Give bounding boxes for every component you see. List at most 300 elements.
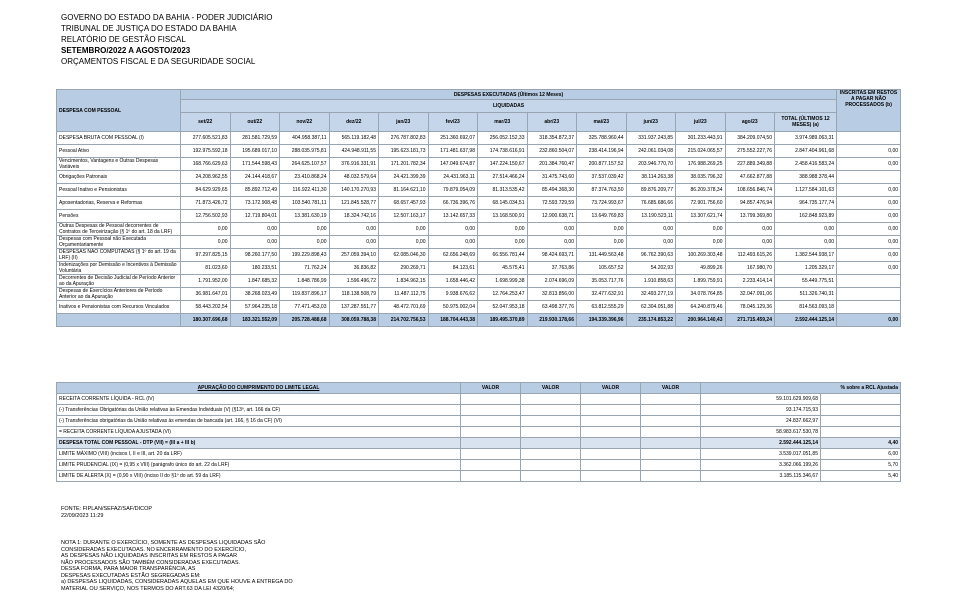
month-value: 68.657.457,93 [379,197,429,210]
month-value: 0,00 [428,223,478,236]
month-value: 63.498.377,76 [527,301,577,314]
month-value: 147.049.674,87 [428,158,478,171]
month-value: 147.224.150,67 [478,158,528,171]
limite-legal-table [56,382,901,482]
month-value: 24.144.418,67 [230,171,280,184]
month-value: 201.384.760,47 [527,158,577,171]
month-value: 48.032.579,64 [329,171,379,184]
row-terceirizacao [57,223,901,236]
month-value: 12.507.163,17 [379,210,429,223]
total-month-value: 180.307.696,68 [181,314,231,327]
limite-label: (-) Transferências obrigatórias da União relativas às emendas de bancada (art. 166, § 16 da CF) (VI) [57,416,461,427]
total-month-value: 189.495.370,89 [478,314,528,327]
limite-pct [821,416,901,427]
valor-cell [461,394,521,405]
month-value: 242.061.034,08 [626,145,676,158]
month-value: 0,00 [230,223,280,236]
row-inscritas: 0,00 [837,262,901,275]
month-value: 0,00 [626,236,676,249]
month-header: fev/23 [428,113,478,132]
limite-pct: 6,00 [821,449,901,460]
limite-row [57,416,901,427]
month-value: 24.208.962,55 [181,171,231,184]
row-total: 511.326.740,31 [775,288,837,301]
limite-value: 2.592.444.125,14 [701,438,821,449]
row-total: 0,00 [775,223,837,236]
month-value: 23.410.868,24 [280,171,330,184]
month-value: 58.443.202,54 [181,301,231,314]
valor-cell [641,460,701,471]
row-nao-computadas [57,249,901,262]
month-value: 13.168.500,91 [478,210,528,223]
valor-cell [641,449,701,460]
month-value: 140.170.270,93 [329,184,379,197]
month-value: 105.657,52 [577,262,627,275]
month-header: abr/23 [527,113,577,132]
month-value: 68.145.034,51 [478,197,528,210]
month-value: 98.260.177,50 [230,249,280,262]
month-value: 31.475.743,60 [527,171,577,184]
row-label: Inativos e Pensionistas com Recursos Vinculados [57,301,181,314]
month-value: 38.114.263,38 [626,171,676,184]
valor-cell [641,416,701,427]
valor-cell [641,438,701,449]
month-value: 199.229.898,43 [280,249,330,262]
month-value: 71.762,24 [280,262,330,275]
month-value: 48.472.701,69 [379,301,429,314]
row-total: 388.988.378,44 [775,171,837,184]
month-value: 81.164.621,10 [379,184,429,197]
valor-header-3: VALOR [581,383,641,394]
row-decisao-judicial [57,275,901,288]
month-value: 171.201.782,34 [379,158,429,171]
row-inscritas [837,132,901,145]
row-total: 0,00 [775,236,837,249]
month-value: 49.899,26 [676,262,726,275]
month-value: 12.719.804,01 [230,210,280,223]
report-header [61,12,272,67]
limite-value: 24.837.662,97 [701,416,821,427]
note-line: DESPESAS EXECUTADAS ESTÃO SEGREGADAS EM: [61,572,201,579]
month-value: 0,00 [527,236,577,249]
month-value: 72.593.729,59 [527,197,577,210]
row-inscritas: 0,00 [837,249,901,262]
row-inativo [57,184,901,197]
month-value: 1.834.962,15 [379,275,429,288]
month-value: 87.374.763,50 [577,184,627,197]
limite-row [57,394,901,405]
month-header: mai/23 [577,113,627,132]
month-value: 116.922.411,30 [280,184,330,197]
month-value: 0,00 [676,223,726,236]
month-value: 13.799.369,80 [725,210,775,223]
limite-label: LIMITE PRUDENCIAL (IX) = (0,95 x VIII) (parágrafo único do art. 22 da LRF) [57,460,461,471]
month-value: 1.791.952,00 [181,275,231,288]
month-header: jul/23 [676,113,726,132]
month-header: ago/23 [725,113,775,132]
row-label: DESPESA BRUTA COM PESSOAL (I) [57,132,181,145]
valor-cell [461,427,521,438]
row-inscritas [837,288,901,301]
row-inscritas: 0,00 [837,145,901,158]
row-totals [57,314,901,327]
limite-row [57,405,901,416]
row-total: 55.449.775,51 [775,275,837,288]
valor-cell [521,416,581,427]
limite-row [57,438,901,449]
row-inscritas [837,275,901,288]
valor-cell [581,460,641,471]
month-value: 12.764.253,47 [478,288,528,301]
month-value: 0,00 [428,236,478,249]
header-line-2: TRIBUNAL DE JUSTIÇA DO ESTADO DA BAHIA [61,24,237,33]
month-value: 1.658.446,42 [428,275,478,288]
month-value: 0,00 [329,223,379,236]
month-value: 0,00 [230,236,280,249]
month-value: 251.360.692,07 [428,132,478,145]
month-value: 66.556.781,44 [478,249,528,262]
valor-header-2: VALOR [521,383,581,394]
month-value: 137.287.551,77 [329,301,379,314]
limite-label: = RECEITA CORRENTE LÍQUIDA AJUSTADA (VI) [57,427,461,438]
valor-cell [641,471,701,482]
month-value: 36.836,82 [329,262,379,275]
month-header: jun/23 [626,113,676,132]
limite-value: 59.101.629.909,68 [701,394,821,405]
month-value: 57.964.235,18 [230,301,280,314]
row-indenizacoes [57,262,901,275]
month-value: 318.354.872,37 [527,132,577,145]
month-value: 81.313.535,42 [478,184,528,197]
month-value: 13.307.621,74 [676,210,726,223]
month-value: 276.787.802,83 [379,132,429,145]
month-value: 2.233.414,14 [725,275,775,288]
month-value: 168.766.629,63 [181,158,231,171]
month-value: 76.685.686,66 [626,197,676,210]
row-pensoes [57,210,901,223]
month-value: 0,00 [626,223,676,236]
month-value: 34.078.764,85 [676,288,726,301]
row-total: 2.847.404.961,68 [775,145,837,158]
month-value: 13.381.630,19 [280,210,330,223]
month-value: 275.552.227,76 [725,145,775,158]
month-value: 84.629.929,65 [181,184,231,197]
row-total: 964.735.177,74 [775,197,837,210]
month-value: 78.045.129,36 [725,301,775,314]
month-value: 96.762.390,63 [626,249,676,262]
month-value: 9.938.676,62 [428,288,478,301]
valor-cell [521,460,581,471]
month-value: 13.649.769,83 [577,210,627,223]
month-value: 18.324.742,16 [329,210,379,223]
month-value: 89.876.209,77 [626,184,676,197]
month-value: 1.910.858,63 [626,275,676,288]
row-label: Pensões [57,210,181,223]
month-value: 0,00 [725,236,775,249]
month-value: 2.074.696,09 [527,275,577,288]
month-value: 180.233,51 [230,262,280,275]
month-value: 45.575,41 [478,262,528,275]
total-month-value: 219.930.178,66 [527,314,577,327]
row-inscritas: 0,00 [837,210,901,223]
valor-cell [581,394,641,405]
limite-pct: 5,40 [821,471,901,482]
row-total: 2.458.416.583,24 [775,158,837,171]
row-label: Pessoal Inativo e Pensionistas [57,184,181,197]
valor-cell [581,405,641,416]
month-value: 38.035.796,32 [676,171,726,184]
row-label: Indenizações por Demissão e Incentivos à Demissão Voluntária [57,262,181,275]
total-month-value: 188.704.443,38 [428,314,478,327]
note-line: MATERIAL OU SERVIÇO, NOS TERMOS DO ART.63 DA LEI 4320/64; [61,585,235,592]
row-bruta [57,132,901,145]
valor-header-1: VALOR [461,383,521,394]
valor-cell [461,405,521,416]
month-value: 404.958.387,11 [280,132,330,145]
col-header-despesa-pessoal: DESPESA COM PESSOAL [57,90,181,132]
footer-notes [61,540,293,592]
limite-value: 58.983.617.530,78 [701,427,821,438]
limite-value: 3.539.017.051,85 [701,449,821,460]
valor-header-4: VALOR [641,383,701,394]
month-value: 98.424.693,71 [527,249,577,262]
limite-label: DESPESA TOTAL COM PESSOAL - DTP (VII) = (III a + III b) [57,438,461,449]
month-value: 281.581.729,59 [230,132,280,145]
month-value: 47.662.877,88 [725,171,775,184]
row-aposentadorias [57,197,901,210]
month-value: 195.623.181,73 [379,145,429,158]
month-value: 301.233.443,91 [676,132,726,145]
valor-cell [521,394,581,405]
row-inativos-vinculados [57,301,901,314]
row-vencimentos [57,158,901,171]
month-value: 121.845.528,77 [329,197,379,210]
row-inscritas: 0,00 [837,184,901,197]
month-value: 290.269,71 [379,262,429,275]
month-value: 376.916.331,91 [329,158,379,171]
header-line-3: RELATÓRIO DE GESTÃO FISCAL [61,35,186,44]
month-value: 81.023,60 [181,262,231,275]
month-value: 73.172.908,48 [230,197,280,210]
month-value: 238.414.196,94 [577,145,627,158]
month-value: 50.975.002,04 [428,301,478,314]
limite-pct: 5,70 [821,460,901,471]
valor-cell [461,438,521,449]
col-header-total: TOTAL (ÚLTIMOS 12 MESES) (a) [775,113,837,132]
month-value: 0,00 [577,223,627,236]
month-value: 119.837.896,17 [280,288,330,301]
grand-total: 2.592.444.125,14 [775,314,837,327]
limite-pct: 4,40 [821,438,901,449]
row-label: Despesas de Exercícios Anteriores de Período Anterior ao da Apuração [57,288,181,301]
sub-header-liquidadas: LIQUIDADAS [181,100,837,113]
valor-cell [461,460,521,471]
month-value: 203.946.770,70 [626,158,676,171]
month-header: nov/22 [280,113,330,132]
row-inscritas [837,301,901,314]
month-value: 1.596.496,72 [329,275,379,288]
month-value: 1.848.786,99 [280,275,330,288]
month-value: 1.698.999,38 [478,275,528,288]
limite-label: LIMITE DE ALERTA (X) = (0,90 x VIII) (inciso II do §1º do art. 59 da LRF) [57,471,461,482]
total-month-value: 235.174.853,22 [626,314,676,327]
month-value: 100.269.303,48 [676,249,726,262]
month-value: 37.763,86 [527,262,577,275]
month-value: 176.988.269,25 [676,158,726,171]
month-value: 27.514.466,24 [478,171,528,184]
month-value: 13.190.523,11 [626,210,676,223]
valor-cell [521,438,581,449]
note-line: AS DESPESAS NÃO LIQUIDADAS INSCRITAS EM RESTOS A PAGAR [61,553,238,559]
valor-cell [461,416,521,427]
month-value: 62.656.248,69 [428,249,478,262]
row-total: 1.127.584.101,63 [775,184,837,197]
month-value: 52.047.953,18 [478,301,528,314]
month-value: 63.812.555,29 [577,301,627,314]
total-month-value: 183.321.552,09 [230,314,280,327]
month-value: 97.297.825,15 [181,249,231,262]
month-value: 288.035.975,81 [280,145,330,158]
month-value: 66.736.396,76 [428,197,478,210]
valor-cell [521,427,581,438]
row-label: DESPESAS NÃO COMPUTADAS (§ 1º do art. 19 da LRF) (II) [57,249,181,262]
header-period: SETEMBRO/2022 A AGOSTO/2023 [61,46,191,55]
month-value: 85.892.712,49 [230,184,280,197]
month-value: 86.209.378,34 [676,184,726,197]
row-inscritas: 0,00 [837,223,901,236]
month-value: 0,00 [280,236,330,249]
month-value: 131.449.563,48 [577,249,627,262]
row-label: Aposentadorias, Reserva e Reformas [57,197,181,210]
limite-value: 3.185.115.346,67 [701,471,821,482]
total-month-value: 194.339.396,96 [577,314,627,327]
month-value: 32.047.091,06 [725,288,775,301]
month-value: 0,00 [577,236,627,249]
month-value: 35.053.717,76 [577,275,627,288]
month-value: 256.052.152,33 [478,132,528,145]
month-value: 103.540.781,11 [280,197,330,210]
row-label: Decorrentes de Decisão Judicial de Período Anterior ao da Apuração [57,275,181,288]
month-value: 227.889.349,88 [725,158,775,171]
valor-cell [641,405,701,416]
month-value: 192.975.592,18 [181,145,231,158]
month-value: 71.873.426,72 [181,197,231,210]
limite-pct [821,405,901,416]
valor-cell [581,416,641,427]
group-header-despesas-executadas: DESPESAS EXECUTADAS (Últimos 12 Meses) [181,90,837,100]
row-ativo [57,145,901,158]
valor-cell [581,438,641,449]
month-value: 24.421.399,39 [379,171,429,184]
limite-label: LIMITE MÁXIMO (VIII) (incisos I, II e III, art. 20 da LRF) [57,449,461,460]
limite-row [57,449,901,460]
row-total: 814.563.093,18 [775,301,837,314]
valor-cell [581,449,641,460]
footer-date: 22/09/2023 11:29 [61,513,104,519]
month-value: 325.788.960,44 [577,132,627,145]
valor-cell [521,471,581,482]
valor-cell [641,427,701,438]
row-total: 1.382.544.938,17 [775,249,837,262]
month-value: 167.980,70 [725,262,775,275]
limite-value: 3.362.066.199,26 [701,460,821,471]
valor-cell [641,394,701,405]
month-value: 264.625.107,57 [280,158,330,171]
month-value: 64.240.879,46 [676,301,726,314]
total-month-value: 200.964.140,43 [676,314,726,327]
month-value: 0,00 [478,223,528,236]
month-value: 32.493.277,19 [626,288,676,301]
month-header: dez/22 [329,113,379,132]
month-value: 200.877.157,52 [577,158,627,171]
month-value: 195.689.017,10 [230,145,280,158]
month-header: jan/23 [379,113,429,132]
footer-source: FONTE: FIPLAN/SEFAZ/SAF/DICOP [61,506,153,512]
month-header: set/22 [181,113,231,132]
month-value: 0,00 [379,223,429,236]
total-month-value: 271.715.459,24 [725,314,775,327]
month-value: 108.656.846,74 [725,184,775,197]
note-line: NOTA 1: DURANTE O EXERCÍCIO, SOMENTE AS DESPESAS LIQUIDADAS SÃO [61,540,266,546]
limite-label: (-) Transferências Obrigatórias da União relativas às Emendas Individuais (V) (§13º, art. 166 da CF) [57,405,461,416]
row-nao-executada [57,236,901,249]
row-inscritas: 0,00 [837,158,901,171]
month-value: 215.024.065,57 [676,145,726,158]
limite-pct [821,427,901,438]
month-value: 565.119.182,48 [329,132,379,145]
total-month-value: 205.728.488,68 [280,314,330,327]
totals-label [57,314,181,327]
row-label: Obrigações Patronais [57,171,181,184]
month-value: 1.847.685,32 [230,275,280,288]
pct-rcl-header: % sobre a RCL Ajustada [701,383,901,394]
month-value: 171.544.598,43 [230,158,280,171]
note-line: NÃO PROCESSADOS SÃO TAMBÉM CONSIDERADAS EXECUTADAS. [61,559,241,566]
header-line-1: GOVERNO DO ESTADO DA BAHIA - PODER JUDICIÁRIO [61,13,273,22]
month-value: 54.202,93 [626,262,676,275]
valor-cell [581,471,641,482]
month-value: 384.209.074,50 [725,132,775,145]
limite-legal-header: APURAÇÃO DO CUMPRIMENTO DO LIMITE LEGAL [57,383,461,394]
month-value: 0,00 [527,223,577,236]
limite-value: 93.174.715,93 [701,405,821,416]
header-subtitle: ORÇAMENTOS FISCAL E DA SEGURIDADE SOCIAL [61,57,256,66]
row-inscritas: 0,00 [837,236,901,249]
row-exercicios-anteriores [57,288,901,301]
month-value: 24.431.963,11 [428,171,478,184]
total-month-value: 214.702.756,53 [379,314,429,327]
note-line: a) DESPESAS LIQUIDADAS, CONSIDERADAS AQUELAS EM QUE HOUVE A ENTREGA DO [61,579,293,585]
note-line: CONSIDERADAS EXECUTADAS. NO ENCERRAMENTO DO EXERCÍCIO, [61,546,246,553]
row-inscritas [837,171,901,184]
month-value: 1.899.759,91 [676,275,726,288]
month-value: 331.937.243,85 [626,132,676,145]
month-value: 79.879.054,09 [428,184,478,197]
row-total: 162.848.923,89 [775,210,837,223]
month-value: 0,00 [181,236,231,249]
month-value: 36.981.647,01 [181,288,231,301]
limite-label: RECEITA CORRENTE LÍQUIDA - RCL (IV) [57,394,461,405]
month-value: 0,00 [379,236,429,249]
despesa-pessoal-table [56,89,901,327]
limite-row [57,460,901,471]
valor-cell [461,449,521,460]
month-value: 0,00 [181,223,231,236]
valor-cell [521,449,581,460]
month-value: 0,00 [329,236,379,249]
valor-cell [581,427,641,438]
month-value: 84.123,61 [428,262,478,275]
